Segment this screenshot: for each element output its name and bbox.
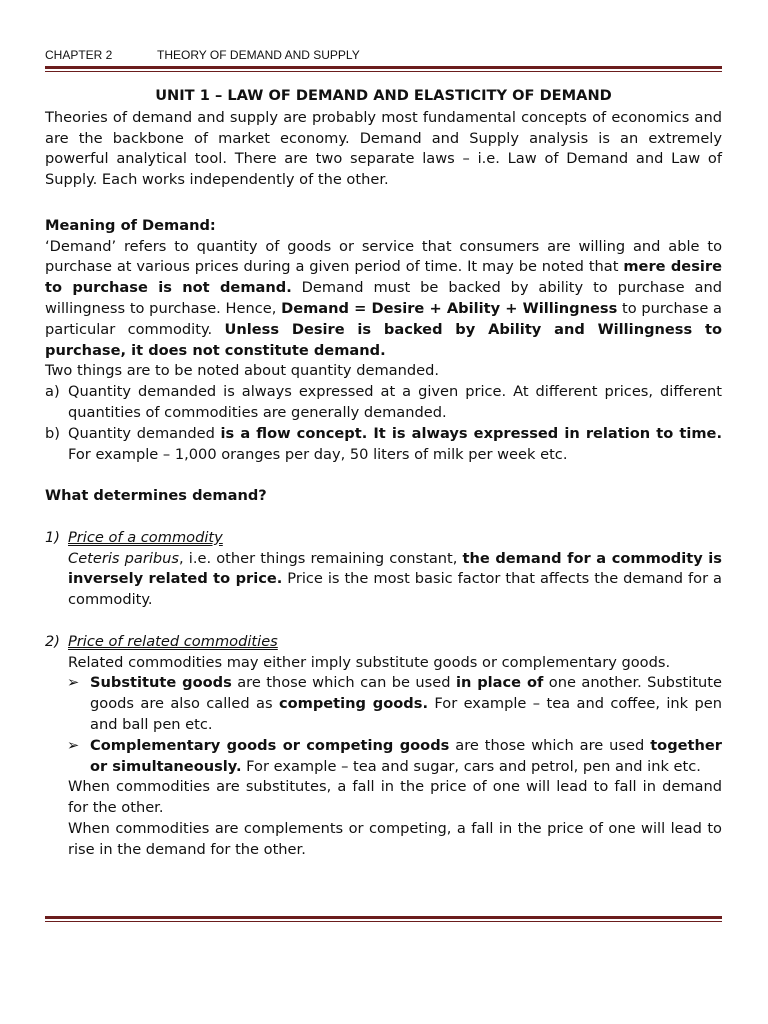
unit-title: UNIT 1 – LAW OF DEMAND AND ELASTICITY OF DEMAND xyxy=(155,87,612,104)
running-header xyxy=(45,48,360,62)
complements-note: When commodities are complements or competing, a fall in the price of one will lead to rise in the demand for the other. xyxy=(68,819,722,858)
page-body xyxy=(45,86,722,860)
determinant-1-text: Ceteris paribus, i.e. other things remaining constant, the demand for a commodity is inversely related to price. Price is the most basic factor that affects the demand for a commodity. xyxy=(68,549,722,609)
determinant-2: 2) Price of related commodities xyxy=(45,632,278,650)
quantity-note: Two things are to be noted about quantity demanded. xyxy=(45,362,439,380)
meaning-heading: Meaning of Demand: xyxy=(45,216,216,234)
list-item-a: a) Quantity demanded is always expressed at a given price. At different prices, different quantities of commodities are generally demanded. xyxy=(45,383,722,421)
list-item-b: b) Quantity demanded is a flow concept. It is always expressed in relation to time. For example – 1,000 oranges per day, 50 liters of milk per week etc. xyxy=(45,424,722,463)
chapter-title: THEORY OF DEMAND AND SUPPLY xyxy=(157,48,360,62)
determinant-2-intro: Related commodities may either imply substitute goods or complementary goods. xyxy=(68,653,671,671)
bullet-substitute-goods: ➢ Substitute goods are those which can be used in place of one another. Substitute goods are also called as competing goods. For example – tea and coffee, ink pen and ball pen etc. xyxy=(67,674,723,733)
bullet-complementary-goods: ➢ Complementary goods or competing goods are those which are used together or simultaneously. For example – tea and sugar, cars and petrol, pen and ink etc. xyxy=(67,736,722,775)
substitutes-note: When commodities are substitutes, a fall in the price of one will lead to fall in demand for the other. xyxy=(68,778,722,817)
meaning-paragraph: ‘Demand’ refers to quantity of goods or service that consumers are willing and able to purchase at various prices during a given period of time. It may be noted that mere desire to purchase is not demand. Demand must be backed by ability to purchase and willingness to purchase. Hence, Demand = Desire + Ability + Willingness to purchase a particular commodity. Unless Desire is backed by Ability and Willingness to purchase, it does not constitute demand. xyxy=(45,237,722,359)
determinant-2-title: Price of related commodities xyxy=(68,632,278,650)
determinant-1-title: Price of a commodity xyxy=(68,528,223,546)
determinant-1: 1) Price of a commodity xyxy=(45,528,223,546)
arrow-bullet-icon: ➢ xyxy=(67,736,80,754)
header-divider xyxy=(45,66,722,72)
determines-heading: What determines demand? xyxy=(45,487,267,505)
footer-divider xyxy=(45,916,722,922)
intro-paragraph: Theories of demand and supply are probably most fundamental concepts of economics and are the backbone of market economy. Demand and Supply analysis is an extremely powerful analytical tool. There are two separate laws – i.e. Law of Demand and Law of Supply. Each works independently of the other. xyxy=(45,108,722,189)
arrow-bullet-icon: ➢ xyxy=(67,674,80,692)
chapter-label: CHAPTER 2 xyxy=(45,48,113,62)
